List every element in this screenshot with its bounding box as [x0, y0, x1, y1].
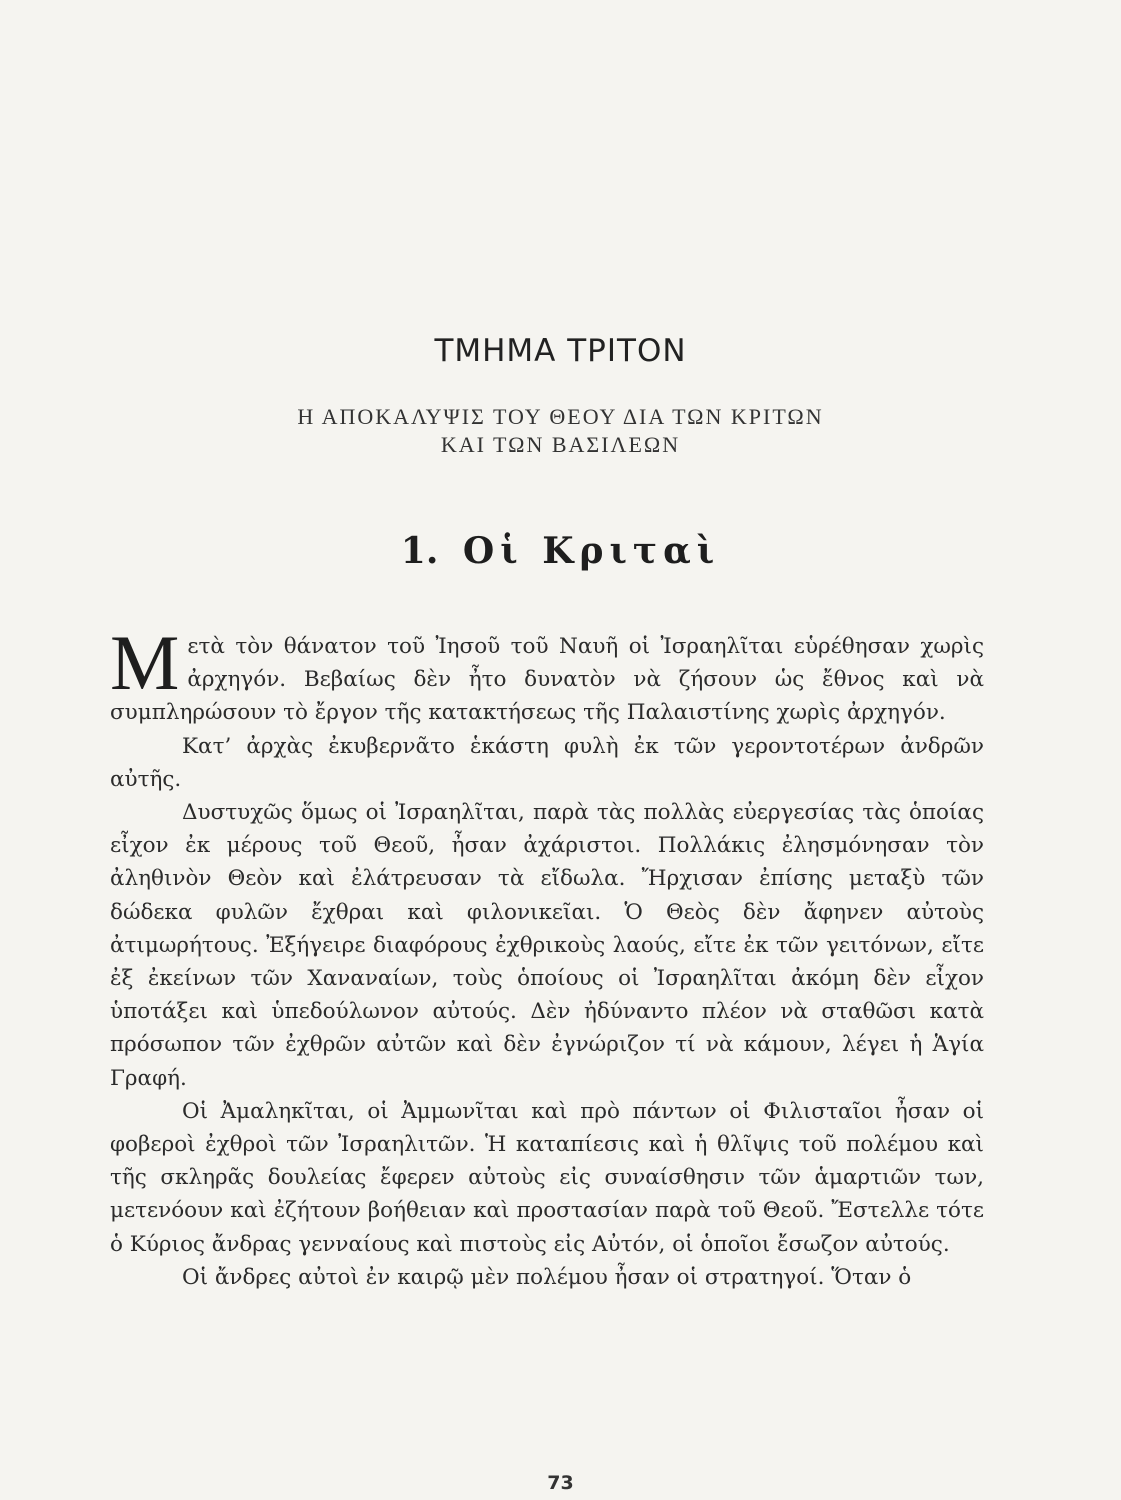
subtitle-line-1: Η ΑΠΟΚΑΛΥΨΙΣ ΤΟΥ ΘΕΟΥ ΔΙΑ ΤΩΝ ΚΡΙΤΩΝ [297, 404, 824, 429]
body-text [110, 619, 984, 1294]
chapter-title: Οἱ Κριταὶ [462, 530, 721, 572]
page-number: 73 [547, 1472, 574, 1494]
chapter-heading [0, 530, 1121, 572]
subtitle-line-2: ΚΑΙ ΤΩΝ ΒΑΣΙΛΕΩΝ [440, 432, 681, 457]
paragraph-1 [110, 619, 984, 730]
drop-cap: Μ [110, 619, 180, 706]
paragraph-4: Οἱ Ἀμαληκῖται, οἱ Ἀμμωνῖται καὶ πρὸ πάντων οἱ Φιλισταῖοι ἦσαν οἱ φοβεροὶ ἐχθροὶ τῶν Ἰσραηλιτῶν. Ἡ καταπίεσις καὶ ἡ θλῖψις τοῦ πολέμου καὶ τῆς σκληρᾶς δουλείας ἔφερεν αὐτοὺς εἰς συναίσθησιν τῶν ἁμαρτιῶν των, μετενόουν καὶ ἐζήτουν βοήθειαν καὶ προστασίαν παρὰ τοῦ Θεοῦ. Ἔστελλε τότε ὁ Κύριος ἄνδρας γενναίους καὶ πιστοὺς εἰς Αὐτόν, οἱ ὁποῖοι ἔσωζον αὐτούς. [110, 1098, 984, 1257]
paragraph-5: Οἱ ἄνδρες αὐτοὶ ἐν καιρῷ μὲν πολέμου ἦσαν οἱ στρατηγοί. Ὅταν ὁ [182, 1264, 912, 1290]
paragraph-2: Κατ’ ἀρχὰς ἐκυβερνᾶτο ἑκάστη φυλὴ ἐκ τῶν γεροντοτέρων ἀνδρῶν αὐτῆς. [110, 733, 984, 792]
section-heading: ΤΜΗΜΑ ΤΡΙΤΟΝ [434, 333, 687, 369]
paragraph-1-text: ετὰ τὸν θάνατον τοῦ Ἰησοῦ τοῦ Ναυῆ οἱ Ἰσραηλῖται εὑρέθησαν χωρὶς ἀρχηγόν. Βεβαίως δὲν ἦτο δυνατὸν νὰ ζήσουν ὡς ἔθνος καὶ νὰ συμπληρώσουν τὸ ἔργον τῆς κατακτήσεως τῆς Παλαιστίνης χωρὶς ἀρχηγόν. [110, 634, 984, 726]
paragraph-3: Δυστυχῶς ὅμως οἱ Ἰσραηλῖται, παρὰ τὰς πολλὰς εὐεργεσίας τὰς ὁποίας εἶχον ἐκ μέρους τοῦ Θεοῦ, ἦσαν ἀχάριστοι. Πολλάκις ἐλησμόνησαν τὸν ἀληθινὸν Θεὸν καὶ ἐλάτρευσαν τὰ εἴδωλα. Ἤρχισαν ἐπίσης μεταξὺ τῶν δώδεκα φυλῶν ἔχθραι καὶ φιλονικεῖαι. Ὁ Θεὸς δὲν ἄφηνεν αὐτοὺς ἀτιμωρήτους. Ἐξήγειρε διαφόρους ἐχθρικοὺς λαούς, εἴτε ἐκ τῶν γειτόνων, εἴτε ἐξ ἐκείνων τῶν Χαναναίων, τοὺς ὁποίους οἱ Ἰσραηλῖται ἀκόμη δὲν εἶχον ὑποτάξει καὶ ὑπεδούλωνον αὐτούς. Δὲν ἠδύναντο πλέον νὰ σταθῶσι κατὰ πρόσωπον τῶν ἐχθρῶν αὐτῶν καὶ δὲν ἐγνώριζον τί νὰ κάμουν, λέγει ἡ Ἁγία Γραφή. [110, 800, 984, 1091]
chapter-number: 1. [400, 530, 439, 572]
